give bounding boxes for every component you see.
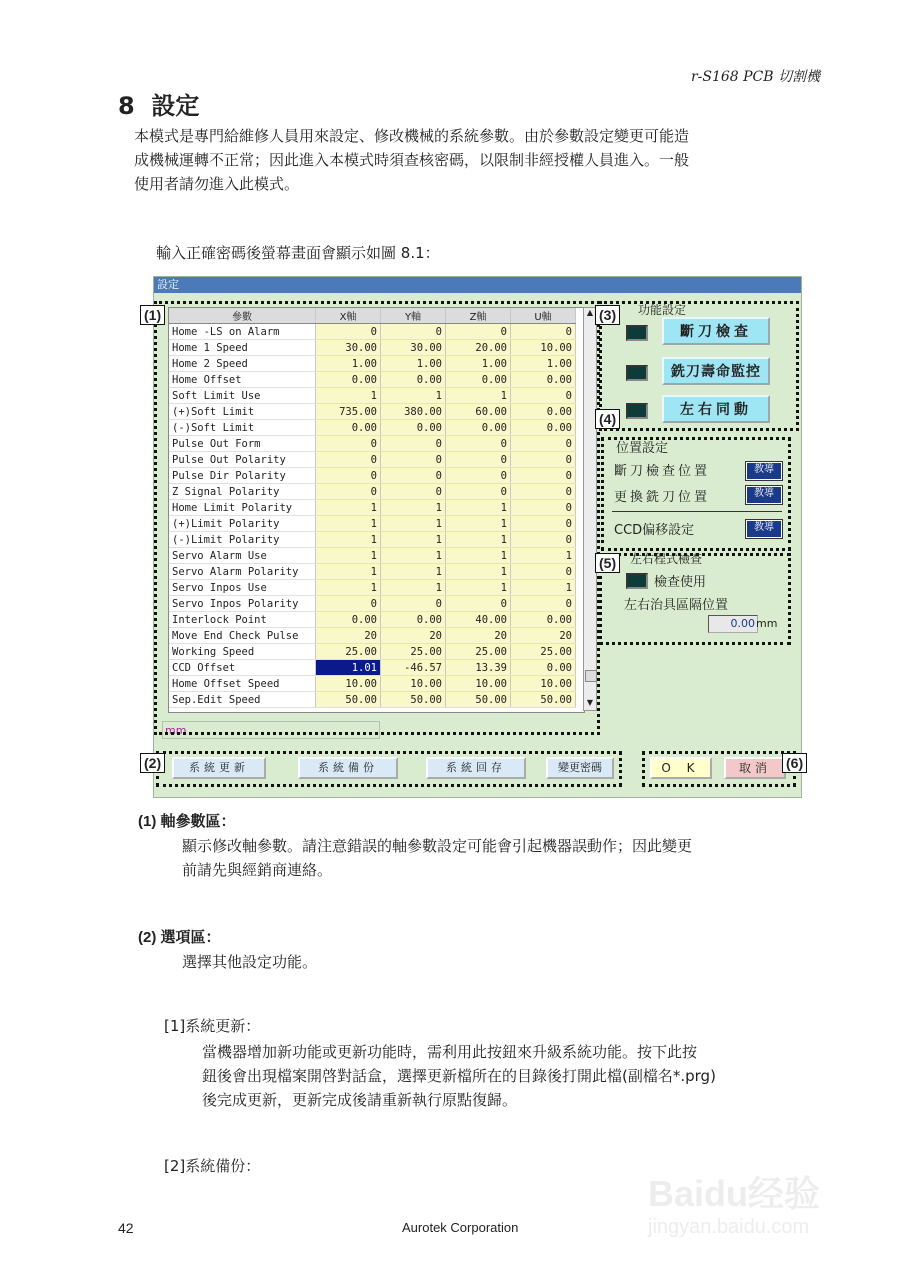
section-heading <box>118 86 199 121</box>
param-value-cell[interactable]: 25.00 <box>381 644 446 660</box>
param-value-cell[interactable]: 1 <box>381 516 446 532</box>
param-value-cell[interactable]: 1.00 <box>381 356 446 372</box>
region-label-1: (1) <box>140 305 165 325</box>
param-name-cell: Z Signal Polarity <box>169 484 316 500</box>
param-value-cell[interactable]: 1 <box>446 580 511 596</box>
param-value-cell[interactable]: 1 <box>446 564 511 580</box>
section-title: 設定 <box>151 92 200 120</box>
running-title: r-S168 PCB 切割機 <box>690 69 820 85</box>
param-value-cell[interactable]: 20.00 <box>446 340 511 356</box>
param-value-cell[interactable]: 1 <box>446 516 511 532</box>
left-right-sync-button[interactable]: 左右同動 <box>662 395 770 423</box>
s1-line: 顯示修改軸參數。請注意錯誤的軸參數設定可能會引起機器誤動作；因此變更 <box>182 837 693 855</box>
system-restore-button[interactable]: 系統回存 <box>426 757 526 779</box>
s21-title: [1]系統更新： <box>164 1017 261 1035</box>
system-backup-button[interactable]: 系統備份 <box>298 757 398 779</box>
param-value-cell[interactable]: 1 <box>381 388 446 404</box>
param-value-cell[interactable]: 735.00 <box>316 404 381 420</box>
param-value-cell[interactable]: 50.00 <box>446 692 511 708</box>
s21-body <box>202 1040 824 1112</box>
region-1-outline <box>154 301 600 735</box>
watermark-url: jingyan.baidu.com <box>648 1216 810 1238</box>
param-value-cell[interactable]: 1 <box>381 580 446 596</box>
ok-button[interactable]: O K <box>650 757 712 779</box>
led-indicator <box>626 403 648 419</box>
gap-value-field[interactable]: 0.00 <box>708 615 758 633</box>
param-value-cell[interactable]: 1 <box>316 532 381 548</box>
param-value-cell[interactable]: 10.00 <box>381 676 446 692</box>
scroll-down-icon[interactable]: ▼ <box>586 698 594 707</box>
s2-title: (2) 選項區： <box>138 929 221 946</box>
intro-line: 成機械運轉不正常；因此進入本模式時須查核密碼，以限制非經授權人員進入。一般 <box>134 151 690 169</box>
param-value-cell[interactable]: 60.00 <box>446 404 511 420</box>
param-value-cell[interactable]: 0 <box>511 468 576 484</box>
param-value-cell[interactable]: 25.00 <box>511 644 576 660</box>
param-value-cell[interactable]: 0 <box>446 324 511 340</box>
param-value-cell[interactable]: 0 <box>381 596 446 612</box>
param-value-cell[interactable]: 50.00 <box>381 692 446 708</box>
param-name-cell: Home Offset <box>169 372 316 388</box>
param-value-cell[interactable]: 0 <box>446 436 511 452</box>
param-value-cell[interactable]: 1 <box>381 564 446 580</box>
param-value-cell[interactable]: 0.00 <box>511 660 576 676</box>
pos-group-title: 位置設定 <box>616 441 669 456</box>
column-header: X軸 <box>316 308 381 324</box>
param-value-cell[interactable]: 0 <box>511 484 576 500</box>
param-value-cell[interactable]: 0 <box>446 452 511 468</box>
param-value-cell[interactable]: 0.00 <box>511 420 576 436</box>
param-value-cell[interactable]: 0.00 <box>446 372 511 388</box>
param-value-cell[interactable]: 0.00 <box>381 612 446 628</box>
company-name: Aurotek Corporation <box>402 1220 519 1235</box>
param-value-cell[interactable]: 13.39 <box>446 660 511 676</box>
param-value-cell[interactable]: 25.00 <box>446 644 511 660</box>
func-group-title: 功能設定 <box>638 303 687 317</box>
param-value-cell[interactable]: 0 <box>511 436 576 452</box>
param-value-cell[interactable]: 1 <box>316 564 381 580</box>
param-value-cell[interactable]: 0 <box>381 324 446 340</box>
broken-tool-check-button[interactable]: 斷刀檢查 <box>662 317 770 345</box>
s21-line: 當機器增加新功能或更新功能時，需利用此按鈕來升級系統功能。按下此按 <box>202 1043 698 1061</box>
param-value-cell[interactable]: 1 <box>381 500 446 516</box>
param-value-cell[interactable]: 40.00 <box>446 612 511 628</box>
param-name-cell: Interlock Point <box>169 612 316 628</box>
param-name-cell: Pulse Dir Polarity <box>169 468 316 484</box>
param-value-cell[interactable]: 25.00 <box>316 644 381 660</box>
param-value-cell[interactable]: 1 <box>381 532 446 548</box>
param-value-cell[interactable]: 1 <box>316 388 381 404</box>
gap-unit: mm <box>756 617 778 630</box>
param-name-cell: Home 1 Speed <box>169 340 316 356</box>
param-value-cell[interactable]: 1 <box>316 516 381 532</box>
param-value-cell[interactable]: 1 <box>446 500 511 516</box>
page-number: 42 <box>118 1220 134 1236</box>
param-value-cell[interactable]: 0 <box>381 484 446 500</box>
divider <box>612 511 782 512</box>
pos-item-label: 更換銑刀位置 <box>614 490 711 505</box>
s1-line: 前請先與經銷商連絡。 <box>182 861 333 879</box>
unit-display: mm <box>162 721 380 739</box>
param-value-cell[interactable]: 20 <box>446 628 511 644</box>
teach-button-tool-change[interactable]: 教導 <box>746 486 782 504</box>
param-value-cell[interactable]: 1 <box>511 580 576 596</box>
param-value-cell[interactable]: 0 <box>316 324 381 340</box>
param-name-cell: Pulse Out Form <box>169 436 316 452</box>
param-value-cell[interactable]: 10.00 <box>511 340 576 356</box>
param-name-cell: CCD Offset <box>169 660 316 676</box>
param-name-cell: Servo Inpos Polarity <box>169 596 316 612</box>
param-value-cell[interactable]: 0 <box>316 596 381 612</box>
param-value-cell[interactable]: 1 <box>511 548 576 564</box>
param-value-cell[interactable]: 0 <box>511 516 576 532</box>
param-value-cell[interactable]: 0 <box>381 436 446 452</box>
param-name-cell: Pulse Out Polarity <box>169 452 316 468</box>
region-label-2: (2) <box>140 753 165 773</box>
param-name-cell: Soft Limit Use <box>169 388 316 404</box>
gap-label: 左右治具區隔位置 <box>624 598 729 613</box>
section-number: 8 <box>118 92 135 120</box>
intro-paragraph <box>134 124 824 196</box>
param-value-cell[interactable]: 0 <box>381 452 446 468</box>
column-header: 參數 <box>169 308 316 324</box>
column-header: Z軸 <box>446 308 511 324</box>
teach-button-ccd[interactable]: 教導 <box>746 520 782 538</box>
param-value-cell[interactable]: 1 <box>381 548 446 564</box>
param-name-cell: (+)Limit Polarity <box>169 516 316 532</box>
param-name-cell: Servo Alarm Polarity <box>169 564 316 580</box>
param-value-cell[interactable]: 20 <box>511 628 576 644</box>
param-name-cell: (-)Limit Polarity <box>169 532 316 548</box>
param-name-cell: Working Speed <box>169 644 316 660</box>
param-value-cell[interactable]: 0 <box>511 452 576 468</box>
param-value-cell[interactable]: 0.00 <box>511 612 576 628</box>
s1-body <box>182 834 822 882</box>
param-value-cell[interactable]: 0.00 <box>316 420 381 436</box>
system-update-button[interactable]: 系統更新 <box>172 757 266 779</box>
region-label-3: (3) <box>595 305 620 325</box>
param-value-cell[interactable]: 0 <box>511 388 576 404</box>
change-password-button[interactable]: 變更密碼 <box>546 757 614 779</box>
param-value-cell[interactable]: 0.00 <box>446 420 511 436</box>
param-value-cell[interactable]: 20 <box>316 628 381 644</box>
param-value-cell[interactable]: 10.00 <box>511 676 576 692</box>
param-value-cell[interactable]: 380.00 <box>381 404 446 420</box>
param-name-cell: Home Limit Polarity <box>169 500 316 516</box>
pos-item-label: 斷刀檢查位置 <box>614 464 711 479</box>
param-value-cell[interactable]: 1 <box>446 548 511 564</box>
s21-line: 鈕後會出現檔案開啓對話盒，選擇更新檔所在的目錄後打開此檔(副檔名*.prg) <box>202 1067 716 1085</box>
param-value-cell[interactable]: 1.00 <box>316 356 381 372</box>
s1-title: (1) 軸參數區： <box>138 813 236 830</box>
param-value-cell[interactable]: 0 <box>511 532 576 548</box>
cancel-button[interactable]: 取消 <box>724 757 786 779</box>
intro-line: 使用者請勿進入此模式。 <box>134 175 300 193</box>
param-name-cell: (+)Soft Limit <box>169 404 316 420</box>
param-value-cell[interactable]: 0.00 <box>511 404 576 420</box>
param-value-cell[interactable]: 1 <box>446 388 511 404</box>
param-value-cell[interactable]: 0 <box>316 436 381 452</box>
param-value-cell[interactable]: 1 <box>316 548 381 564</box>
param-value-cell[interactable]: 50.00 <box>511 692 576 708</box>
led-indicator <box>626 325 648 341</box>
param-value-cell[interactable]: 0.00 <box>381 372 446 388</box>
figure-caption: 輸入正確密碼後螢幕畫面會顯示如圖 8.1： <box>156 244 440 262</box>
param-value-cell[interactable]: 0 <box>511 500 576 516</box>
s2-line: 選擇其他設定功能。 <box>182 953 318 971</box>
param-value-cell[interactable]: 1.00 <box>511 356 576 372</box>
param-value-cell[interactable]: 30.00 <box>381 340 446 356</box>
param-name-cell: Sep.Edit Speed <box>169 692 316 708</box>
lr-group-title: 左右程式檢查 <box>630 552 703 566</box>
param-value-cell[interactable]: 0 <box>511 324 576 340</box>
ccd-offset-label: CCD偏移設定 <box>614 523 695 538</box>
param-value-cell[interactable]: 1.01 <box>316 660 381 676</box>
param-value-cell[interactable]: 0 <box>316 452 381 468</box>
param-name-cell: Servo Alarm Use <box>169 548 316 564</box>
param-value-cell[interactable]: 0 <box>511 596 576 612</box>
scroll-up-icon[interactable]: ▲ <box>586 308 594 317</box>
param-name-cell: Servo Inpos Use <box>169 580 316 596</box>
param-value-cell[interactable]: -46.57 <box>381 660 446 676</box>
param-value-cell[interactable]: 10.00 <box>316 676 381 692</box>
param-value-cell[interactable]: 0 <box>446 596 511 612</box>
param-value-cell[interactable]: 20 <box>381 628 446 644</box>
settings-window <box>144 276 804 798</box>
param-value-cell[interactable]: 50.00 <box>316 692 381 708</box>
window-title: 設定 <box>154 277 801 293</box>
param-name-cell: Home -LS on Alarm <box>169 324 316 340</box>
param-value-cell[interactable]: 1 <box>446 532 511 548</box>
param-value-cell[interactable]: 30.00 <box>316 340 381 356</box>
mill-life-monitor-button[interactable]: 銑刀壽命監控 <box>662 357 770 385</box>
param-name-cell: Home 2 Speed <box>169 356 316 372</box>
param-name-cell: Move End Check Pulse <box>169 628 316 644</box>
s21-line: 後完成更新，更新完成後請重新執行原點復歸。 <box>202 1091 518 1109</box>
param-value-cell[interactable]: 0 <box>381 468 446 484</box>
column-header: U軸 <box>511 308 576 324</box>
region-label-4: (4) <box>595 409 620 429</box>
intro-line: 本模式是專門給維修人員用來設定、修改機械的系統參數。由於參數設定變更可能造 <box>134 127 690 145</box>
param-value-cell[interactable]: 1 <box>316 580 381 596</box>
param-value-cell[interactable]: 0 <box>511 564 576 580</box>
param-value-cell[interactable]: 0.00 <box>381 420 446 436</box>
column-header: Y軸 <box>381 308 446 324</box>
param-value-cell[interactable]: 0.00 <box>316 372 381 388</box>
s22-title: [2]系統備份： <box>164 1157 261 1175</box>
check-use-label: 檢查使用 <box>654 575 707 590</box>
param-name-cell: Home Offset Speed <box>169 676 316 692</box>
led-indicator <box>626 365 648 381</box>
param-value-cell[interactable]: 0 <box>316 468 381 484</box>
teach-button-broken-tool[interactable]: 教導 <box>746 462 782 480</box>
param-value-cell[interactable]: 0.00 <box>511 372 576 388</box>
param-name-cell: (-)Soft Limit <box>169 420 316 436</box>
watermark-logo: Baidu经验 <box>648 1173 821 1214</box>
param-value-cell[interactable]: 0 <box>446 468 511 484</box>
param-value-cell[interactable]: 1.00 <box>446 356 511 372</box>
region-label-6: (6) <box>782 753 807 773</box>
param-value-cell[interactable]: 0.00 <box>316 612 381 628</box>
region-label-5: (5) <box>595 553 620 573</box>
param-value-cell[interactable]: 0 <box>446 484 511 500</box>
param-value-cell[interactable]: 10.00 <box>446 676 511 692</box>
param-value-cell[interactable]: 1 <box>316 500 381 516</box>
param-value-cell[interactable]: 0 <box>316 484 381 500</box>
led-indicator <box>626 573 648 589</box>
